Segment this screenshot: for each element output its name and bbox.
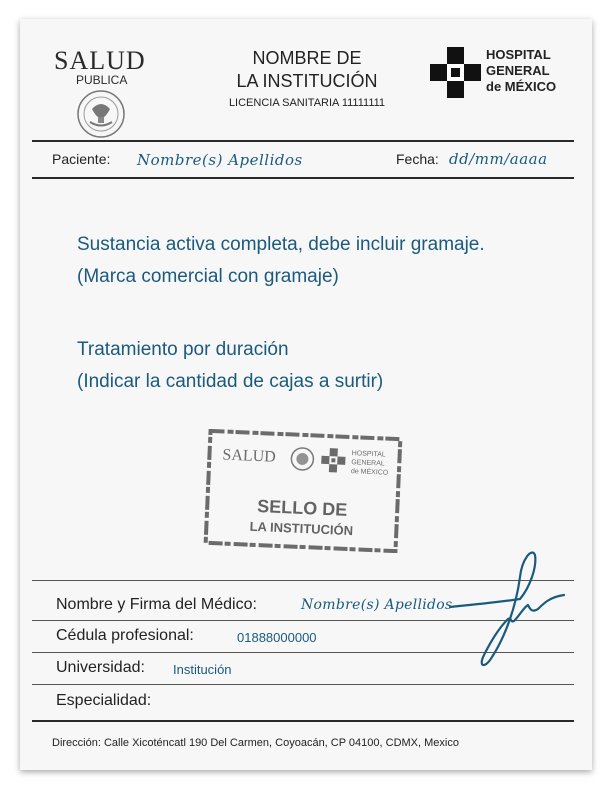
doctor-name: Nombre(s) Apellidos — [301, 597, 453, 613]
stamp-sello-line1: SELLO DE — [256, 496, 348, 520]
salud-logo-subtext: PUBLICA — [76, 73, 128, 87]
stamp-sello-line2: LA INSTITUCIÓN — [249, 518, 354, 539]
institution-stamp — [202, 429, 404, 553]
prescription-line-3: Tratamiento por duración — [77, 339, 289, 360]
stamp-hospital-line3: de MÉXICO — [350, 468, 389, 477]
prescription-line-2: (Marca comercial con gramaje) — [77, 266, 339, 287]
patient-name: Nombre(s) Apellidos — [137, 151, 303, 169]
institution-address: Dirección: Calle Xicoténcatl 190 Del Carmen, Coyoacán, CP 04100, CDMX, Mexico — [52, 737, 459, 749]
doctor-label: Nombre y Firma del Médico: — [56, 596, 257, 613]
patient-label: Paciente: — [52, 151, 111, 167]
hospital-name-line2: GENERAL — [486, 63, 550, 78]
prescription-line-1: Sustancia activa completa, debe incluir gramaje. — [77, 234, 485, 255]
hospital-name-line1: HOSPITAL — [486, 47, 551, 62]
national-seal-icon — [76, 89, 126, 139]
hospital-name-line3: de MÉXICO — [486, 79, 557, 94]
doctor-signature-icon — [440, 547, 572, 672]
stamp-salud-text: SALUD — [222, 446, 277, 466]
cedula-label: Cédula profesional: — [56, 627, 194, 644]
stamp-hospital-line1: HOSPITAL — [351, 450, 386, 459]
date-value: dd/mm/aaaa — [449, 150, 548, 168]
sanitary-license: LICENCIA SANITARIA 11111111 — [228, 97, 386, 109]
especialidad-label: Especialidad: — [56, 692, 152, 709]
institution-name-line2: LA INSTITUCIÓN — [236, 71, 378, 91]
patient-divider — [32, 177, 574, 179]
institution-name-line1: NOMBRE DE — [252, 48, 362, 68]
hospital-cross-icon — [430, 47, 481, 98]
universidad-value: Institución — [173, 662, 232, 677]
salud-logo-text: SALUD — [54, 46, 146, 75]
fields-bottom-divider — [32, 720, 574, 722]
hospital-name — [486, 47, 556, 95]
header-divider — [32, 140, 574, 142]
stamp-graphic — [202, 429, 404, 553]
date-label: Fecha: — [396, 151, 439, 167]
cedula-value: 01888000000 — [237, 630, 317, 645]
prescription-line-4: (Indicar la cantidad de cajas a surtir) — [77, 371, 384, 392]
prescription-sheet — [20, 19, 592, 770]
stamp-hospital-line2: GENERAL — [351, 459, 385, 468]
universidad-divider — [32, 684, 574, 685]
universidad-label: Universidad: — [56, 659, 145, 676]
stamp-hospital-cross-icon — [321, 448, 346, 473]
institution-name — [190, 47, 424, 93]
